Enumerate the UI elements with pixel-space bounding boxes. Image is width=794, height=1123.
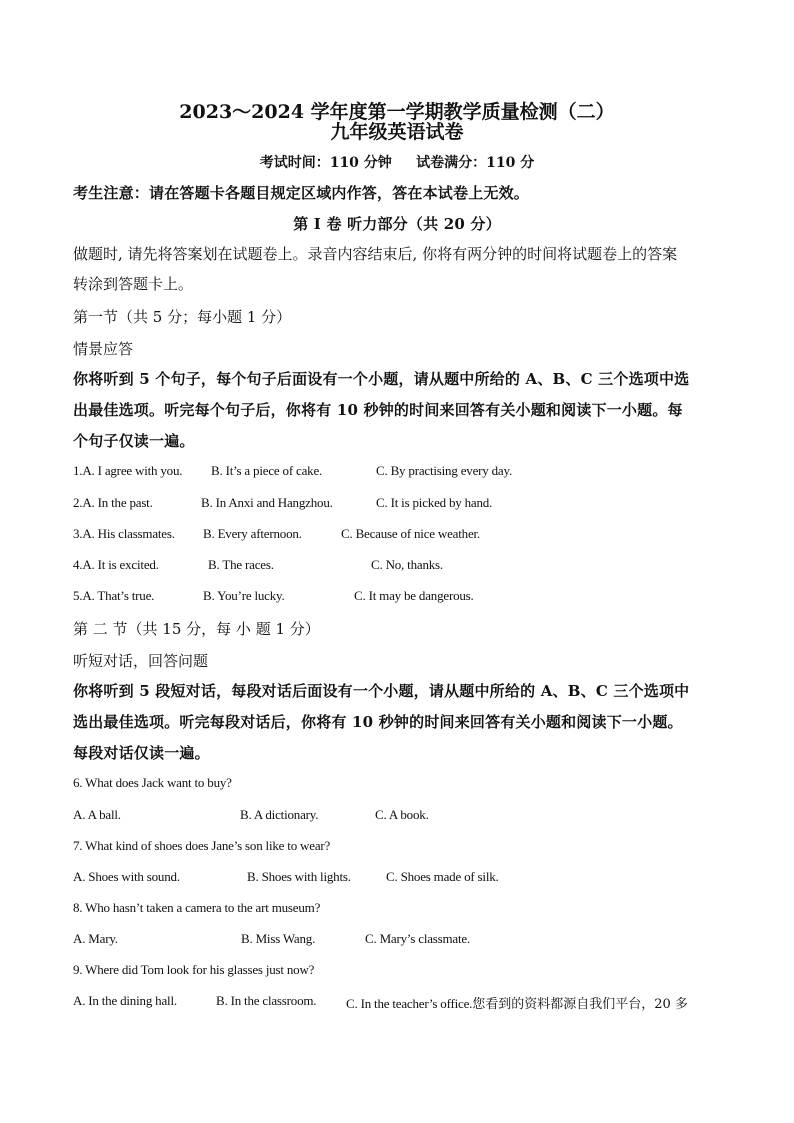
exam-info: 考试时间：110 分钟 试卷满分：110 分 <box>259 155 535 171</box>
section2-directions-line3: 每段对话仅读一遍。 <box>73 744 210 762</box>
question-3-option-b: B. Every afternoon. <box>203 526 302 541</box>
question-8-option-a: A. Mary. <box>73 931 118 946</box>
part1-instruction-line1: 做题时, 请先将答案划在试题卷上。录音内容结束后, 你将有两分钟的时间将试题卷上的答案 <box>73 245 678 263</box>
question-7-option-b: B. Shoes with lights. <box>247 869 351 884</box>
question-6-option-b: B. A dictionary. <box>240 807 319 822</box>
question-9-option-c-line <box>346 993 688 1012</box>
section1-directions-line1: 你将听到 5 个句子，每个句子后面设有一个小题，请从题中所给的 A、B、C 三个选项中选 <box>73 370 690 388</box>
question-6-stem: 6. What does Jack want to buy? <box>73 775 232 790</box>
exam-notice: 考生注意：请在答题卡各题目规定区域内作答，答在本试卷上无效。 <box>73 184 530 202</box>
section1-heading: 第一节（共 5 分；每小题 1 分） <box>73 308 292 326</box>
page-title: 2023～2024 学年度第一学期教学质量检测（二） <box>179 101 615 123</box>
question-5-option-b: B. You’re lucky. <box>203 588 285 603</box>
question-5-option-a: 5.A. That’s true. <box>73 588 155 603</box>
question-1-option-b: B. It’s a piece of cake. <box>211 463 323 478</box>
part1-heading: 第 I 卷 听力部分（共 20 分） <box>293 215 501 233</box>
question-9-stem: 9. Where did Tom look for his glasses just now? <box>73 962 315 977</box>
question-9-option-c: C. In the teacher’s office. <box>346 996 473 1011</box>
part1-instruction-line2: 转涂到答题卡上。 <box>73 275 194 293</box>
section2-directions-line2: 选出最佳选项。听完每段对话后，你将有 10 秒钟的时间来回答有关小题和阅读下一小题。 <box>73 713 683 731</box>
section1-directions-line2: 出最佳选项。听完每个句子后，你将有 10 秒钟的时间来回答有关小题和阅读下一小题。每 <box>73 401 683 419</box>
question-9-option-a: A. In the dining hall. <box>73 993 177 1008</box>
section2-heading: 第 二 节（共 15 分，每 小 题 1 分） <box>73 620 320 638</box>
section1-directions-line3: 个句子仅读一遍。 <box>73 432 195 450</box>
question-1-option-c: C. By practising every day. <box>376 463 513 478</box>
question-4-option-b: B. The races. <box>208 557 274 572</box>
section2-directions-line1: 你将听到 5 段短对话，每段对话后面设有一个小题，请从题中所给的 A、B、C 三个选项中 <box>73 682 690 700</box>
question-5-option-c: C. It may be dangerous. <box>354 588 474 603</box>
question-8-stem: 8. Who hasn’t taken a camera to the art museum? <box>73 900 321 915</box>
platform-note: 您看到的资料都源自我们平台，20 多 <box>472 997 688 1012</box>
question-8-option-b: B. Miss Wang. <box>241 931 316 946</box>
question-6-option-c: C. A book. <box>375 807 429 822</box>
question-7-stem: 7. What kind of shoes does Jane’s son like to wear? <box>73 838 331 853</box>
question-2-option-a: 2.A. In the past. <box>73 495 153 510</box>
question-7-option-a: A. Shoes with sound. <box>73 869 180 884</box>
question-2-option-c: C. It is picked by hand. <box>376 495 493 510</box>
question-4-option-c: C. No, thanks. <box>371 557 443 572</box>
question-8-option-c: C. Mary’s classmate. <box>365 931 471 946</box>
question-1-option-a: 1.A. I agree with you. <box>73 463 183 478</box>
question-7-option-c: C. Shoes made of silk. <box>386 869 499 884</box>
question-9-option-b: B. In the classroom. <box>216 993 317 1008</box>
page-subtitle: 九年级英语试卷 <box>330 121 464 143</box>
question-3-option-c: C. Because of nice weather. <box>341 526 480 541</box>
question-4-option-a: 4.A. It is excited. <box>73 557 159 572</box>
question-3-option-a: 3.A. His classmates. <box>73 526 175 541</box>
section1-subheading: 情景应答 <box>73 340 134 358</box>
section2-subheading: 听短对话，回答问题 <box>73 652 209 670</box>
question-6-option-a: A. A ball. <box>73 807 121 822</box>
question-2-option-b: B. In Anxi and Hangzhou. <box>201 495 333 510</box>
